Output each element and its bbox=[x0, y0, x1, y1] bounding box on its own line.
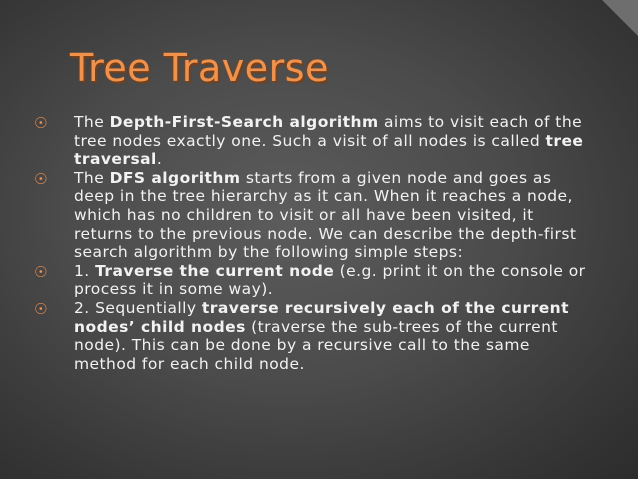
text-run: (traverse the sub-trees of the current node). This can be done by a recursive call to the same method for each child node. bbox=[74, 317, 558, 373]
bold-run: Traverse the current node bbox=[95, 261, 335, 280]
text-run: The bbox=[74, 113, 110, 131]
text-run: . bbox=[156, 150, 163, 169]
slide-title: Tree Traverse bbox=[70, 46, 329, 90]
bullet-text bbox=[74, 113, 594, 169]
text-run: The bbox=[74, 168, 110, 187]
text-run: (e.g. print it on the console or process it in some way). bbox=[74, 261, 586, 299]
circled-dot-bullet-icon: ☉ bbox=[34, 114, 48, 132]
text-run: 1. bbox=[74, 261, 96, 280]
circled-dot-bullet-icon: ☉ bbox=[34, 169, 48, 188]
bold-run: Depth-First-Search algorithm bbox=[109, 113, 379, 131]
bullet-text bbox=[74, 262, 594, 299]
circled-dot-bullet-icon: ☉ bbox=[34, 262, 48, 281]
bullet-item bbox=[34, 169, 594, 262]
text-run: starts from a given node and goes as deep in the tree hierarchy as it can. When it reaches a node, which has no children to visit or all have been visited, it returns to the previous node. We can describe the depth-first search algorithm by the following simple steps: bbox=[74, 168, 577, 262]
bold-run: tree traversal bbox=[74, 131, 584, 169]
bullet-text bbox=[74, 299, 594, 373]
bold-run: traverse recursively each of the current nodes’ child nodes bbox=[74, 298, 570, 336]
bullet-list bbox=[34, 113, 594, 373]
bullet-item bbox=[34, 299, 594, 373]
bullet-item bbox=[34, 262, 594, 299]
corner-fold bbox=[602, 0, 638, 36]
text-run: 2. Sequentially bbox=[74, 298, 202, 317]
circled-dot-bullet-icon: ☉ bbox=[34, 299, 48, 318]
bullet-text bbox=[74, 169, 594, 262]
bold-run: DFS algorithm bbox=[109, 168, 241, 187]
bullet-item bbox=[34, 113, 594, 169]
text-run: aims to visit each of the tree nodes exactly one. Such a visit of all nodes is called bbox=[74, 113, 583, 150]
